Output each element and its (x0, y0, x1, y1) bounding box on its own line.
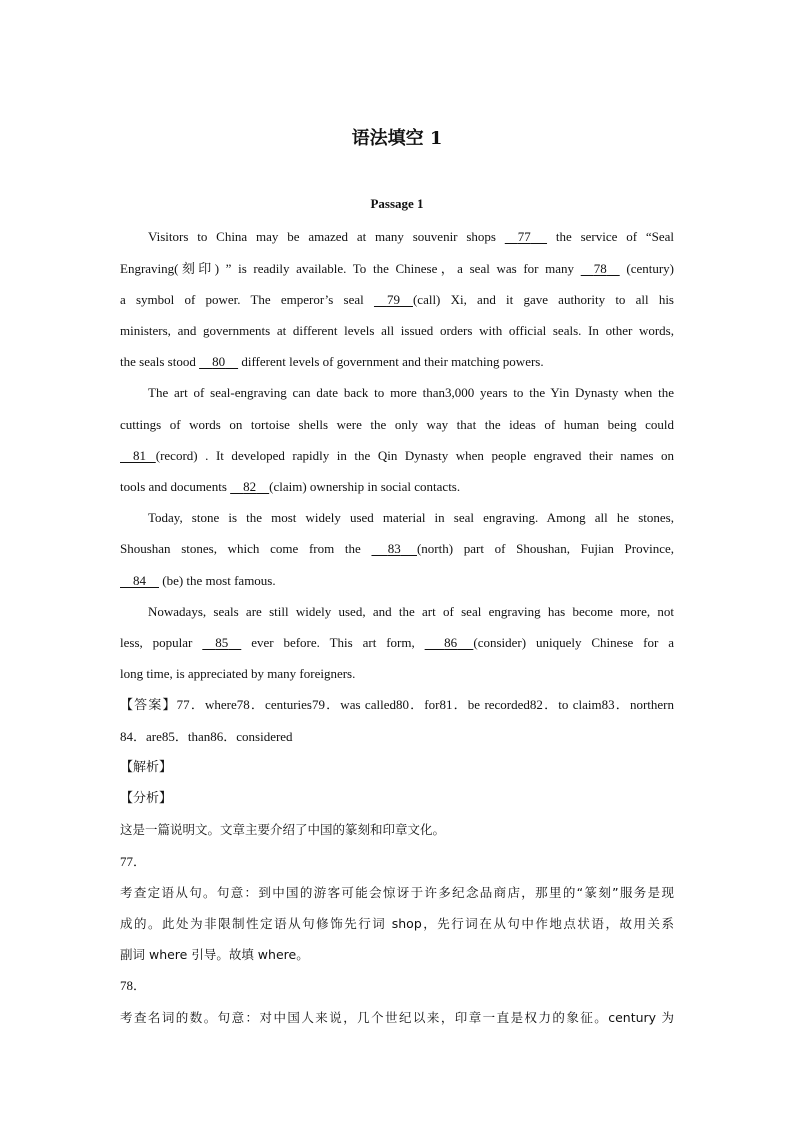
passage-line: 84 (be) the most famous. (120, 572, 674, 590)
blank-84: 84 (133, 573, 146, 588)
passage-line: long time, is appreciated by many foreigners. (120, 666, 356, 681)
passage-line: Visitors to China may be amazed at many souvenir shops 77 the service of “Seal (148, 229, 674, 244)
passage-title: Passage 1 (370, 196, 424, 211)
blank-82: 82 (243, 479, 257, 494)
passage-line: 81 (record) . It developed rapidly in the Qin Dynasty when people engraved their names on (120, 447, 674, 465)
blank-85: 85 (215, 635, 229, 650)
passage-line: Shoushan stones, which come from the 83 (north) part of Shoushan, Fujian Province, (120, 541, 674, 556)
explanation-line: 考查定语从句。句意：到中国的游客可能会惊讶于许多纪念品商店，那里的“篆刻”服务是现 (120, 885, 674, 900)
passage-line: ministers, and governments at different levels all issued orders with official seals. In other words, (120, 323, 674, 338)
passage-line: tools and documents 82 (claim) ownership in social contacts. (120, 479, 461, 494)
blank-81: 81 (133, 448, 146, 463)
analysis-label: 【解析】 (120, 760, 173, 775)
passage-line: The art of seal-engraving can date back to more than3,000 years to the Yin Dynasty when the (148, 385, 674, 400)
passage-line: Engraving(刻印) ” is readily available. To the Chinese，a seal was for many 78 (century) (120, 261, 674, 276)
page-title: 语法填空 1 (351, 128, 443, 149)
passage-line: cuttings of words on tortoise shells were the only way that the ideas of human being could (120, 417, 674, 432)
answer-line: 84．are85．than86．considered (120, 729, 293, 744)
explanation-line: 副词 where 引导。故填 where。 (120, 947, 309, 962)
passage-line: Today, stone is the most widely used material in seal engraving. Among all he stones, (148, 510, 674, 525)
blank-80: 80 (212, 354, 226, 369)
summary-text: 这是一篇说明文。文章主要介绍了中国的篆刻和印章文化。 (120, 822, 446, 837)
passage-line: Nowadays, seals are still widely used, and the art of seal engraving has become more, not (148, 604, 674, 619)
blank-77: 77 (517, 229, 531, 244)
explanation-line: 考查名词的数。句意：对中国人来说，几个世纪以来，印章一直是权力的象征。century 为 (120, 1010, 674, 1025)
passage-line: a symbol of power. The emperor’s seal 79 (call) Xi, and it gave authority to all his (120, 292, 674, 307)
blank-86: 86 (444, 635, 458, 650)
explanation-line: 成的。此处为非限制性定语从句修饰先行词 shop，先行词在从句中作地点状语，故用关系 (120, 916, 674, 931)
fenxi-label: 【分析】 (120, 791, 173, 806)
passage-line: less, popular 85 ever before. This art form, 86 (consider) uniquely Chinese for a (120, 635, 675, 650)
answer-line (120, 696, 674, 714)
blank-79: 79 (386, 292, 400, 307)
blank-83: 83 (387, 541, 401, 556)
answer-label: 【答案】 (120, 698, 177, 713)
passage-line: the seals stood 80 different levels of government and their matching powers. (120, 354, 544, 369)
question-number: 77． (120, 854, 147, 869)
answer-text: 77．where78．centuries79．was called80．for81．be recorded82．to claim83．northern (176, 697, 674, 712)
blank-78: 78 (593, 261, 607, 276)
question-number: 78． (120, 978, 147, 993)
